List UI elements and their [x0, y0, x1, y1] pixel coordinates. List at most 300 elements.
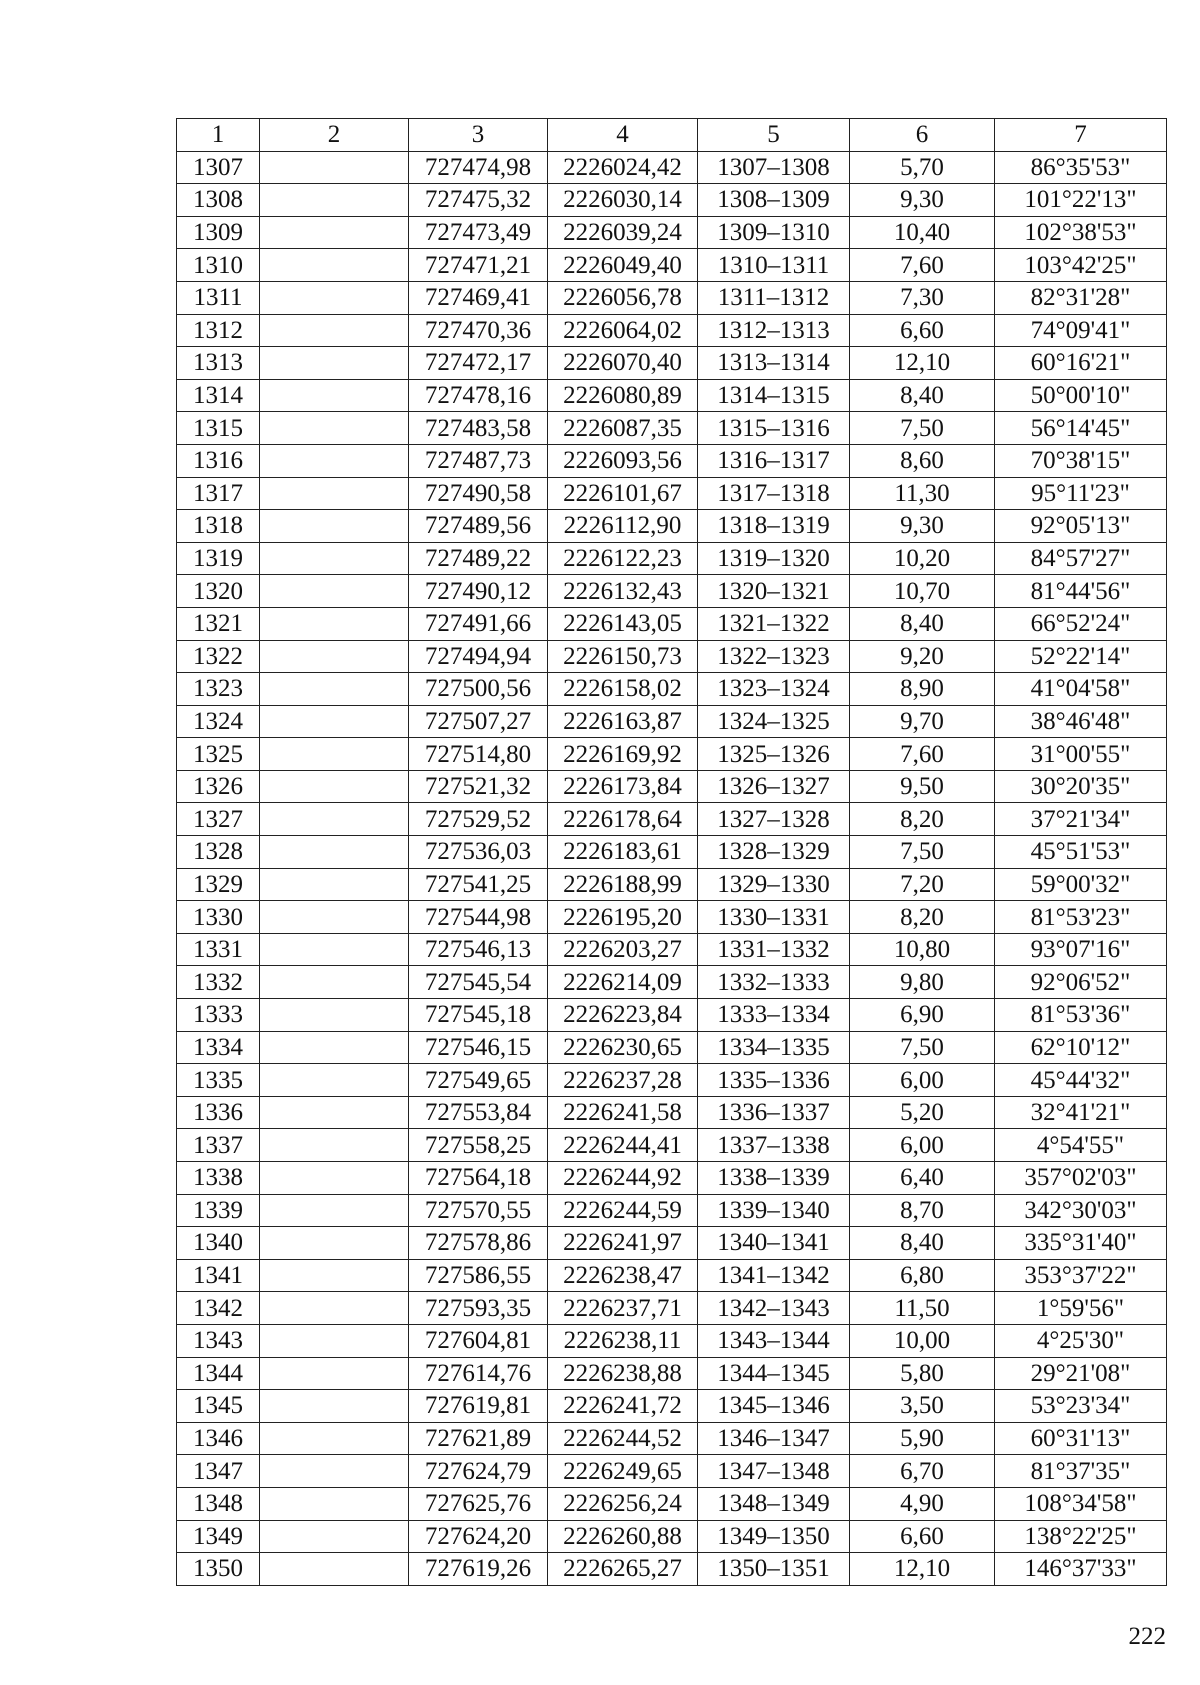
table-cell-col-4: 2226260,88	[548, 1520, 698, 1553]
table-cell-col-4: 2226265,27	[548, 1553, 698, 1586]
table-row	[177, 1390, 1167, 1423]
table-cell-col-6: 7,60	[850, 249, 995, 282]
table-cell-col-1: 1314	[177, 379, 260, 412]
table-cell-col-1: 1313	[177, 347, 260, 380]
table-cell-col-2	[260, 314, 409, 347]
table-row	[177, 1064, 1167, 1097]
table-row	[177, 1455, 1167, 1488]
table-cell-col-2	[260, 738, 409, 771]
table-cell-col-4: 2226030,14	[548, 184, 698, 217]
table-cell-col-3: 727474,98	[409, 151, 548, 184]
table-cell-col-5: 1324–1325	[698, 705, 850, 738]
table-cell-col-1: 1321	[177, 607, 260, 640]
table-cell-col-4: 2226244,92	[548, 1162, 698, 1195]
table-cell-col-2	[260, 1390, 409, 1423]
table-row	[177, 1324, 1167, 1357]
table-cell-col-4: 2226093,56	[548, 444, 698, 477]
table-cell-col-4: 2226223,84	[548, 999, 698, 1032]
table-cell-col-3: 727541,25	[409, 868, 548, 901]
table-cell-col-5: 1313–1314	[698, 347, 850, 380]
table-cell-col-4: 2226024,42	[548, 151, 698, 184]
table-cell-col-4: 2226238,88	[548, 1357, 698, 1390]
table-row	[177, 477, 1167, 510]
table-cell-col-5: 1328–1329	[698, 836, 850, 869]
table-cell-col-6: 8,60	[850, 444, 995, 477]
table-cell-col-7: 357°02'03"	[995, 1162, 1167, 1195]
table-row	[177, 868, 1167, 901]
table-cell-col-1: 1331	[177, 933, 260, 966]
table-cell-col-4: 2226132,43	[548, 575, 698, 608]
table-cell-col-5: 1344–1345	[698, 1357, 850, 1390]
table-cell-col-7: 4°25'30"	[995, 1324, 1167, 1357]
table-cell-col-7: 50°00'10"	[995, 379, 1167, 412]
table-cell-col-2	[260, 999, 409, 1032]
table-row	[177, 444, 1167, 477]
table-cell-col-6: 5,90	[850, 1422, 995, 1455]
table-cell-col-3: 727593,35	[409, 1292, 548, 1325]
table-cell-col-2	[260, 379, 409, 412]
table-cell-col-7: 335°31'40"	[995, 1227, 1167, 1260]
table-cell-col-2	[260, 770, 409, 803]
table-cell-col-4: 2226203,27	[548, 933, 698, 966]
table-cell-col-6: 9,70	[850, 705, 995, 738]
table-cell-col-6: 10,00	[850, 1324, 995, 1357]
page-number: 222	[1128, 1623, 1166, 1650]
table-cell-col-3: 727487,73	[409, 444, 548, 477]
table-cell-col-7: 92°05'13"	[995, 510, 1167, 543]
table-cell-col-6: 6,60	[850, 1520, 995, 1553]
table-cell-col-4: 2226238,11	[548, 1324, 698, 1357]
table-cell-col-5: 1321–1322	[698, 607, 850, 640]
table-cell-col-2	[260, 1096, 409, 1129]
table-cell-col-7: 45°44'32"	[995, 1064, 1167, 1097]
table-cell-col-5: 1348–1349	[698, 1487, 850, 1520]
table-cell-col-3: 727544,98	[409, 901, 548, 934]
table-cell-col-3: 727489,22	[409, 542, 548, 575]
table-cell-col-5: 1338–1339	[698, 1162, 850, 1195]
table-cell-col-5: 1346–1347	[698, 1422, 850, 1455]
table-row	[177, 1520, 1167, 1553]
table-cell-col-1: 1324	[177, 705, 260, 738]
table-cell-col-2	[260, 1292, 409, 1325]
table-row	[177, 933, 1167, 966]
table-cell-col-3: 727546,15	[409, 1031, 548, 1064]
table-cell-col-5: 1350–1351	[698, 1553, 850, 1586]
table-cell-col-1: 1349	[177, 1520, 260, 1553]
table-cell-col-2	[260, 1324, 409, 1357]
coordinates-table	[176, 118, 1167, 1586]
table-cell-col-4: 2226158,02	[548, 673, 698, 706]
table-cell-col-7: 81°37'35"	[995, 1455, 1167, 1488]
table-cell-col-6: 6,80	[850, 1259, 995, 1292]
table-cell-col-7: 101°22'13"	[995, 184, 1167, 217]
table-cell-col-3: 727489,56	[409, 510, 548, 543]
table-cell-col-3: 727473,49	[409, 216, 548, 249]
table-cell-col-5: 1331–1332	[698, 933, 850, 966]
table-cell-col-2	[260, 868, 409, 901]
table-cell-col-4: 2226049,40	[548, 249, 698, 282]
table-row	[177, 1031, 1167, 1064]
table-cell-col-5: 1334–1335	[698, 1031, 850, 1064]
table-cell-col-6: 6,00	[850, 1129, 995, 1162]
table-cell-col-5: 1343–1344	[698, 1324, 850, 1357]
table-cell-col-1: 1333	[177, 999, 260, 1032]
table-cell-col-2	[260, 216, 409, 249]
table-row	[177, 314, 1167, 347]
table-row	[177, 216, 1167, 249]
table-cell-col-7: 52°22'14"	[995, 640, 1167, 673]
table-cell-col-3: 727546,13	[409, 933, 548, 966]
table-cell-col-3: 727570,55	[409, 1194, 548, 1227]
table-cell-col-5: 1341–1342	[698, 1259, 850, 1292]
table-cell-col-6: 8,90	[850, 673, 995, 706]
table-cell-col-6: 8,70	[850, 1194, 995, 1227]
table-cell-col-1: 1309	[177, 216, 260, 249]
table-row	[177, 738, 1167, 771]
table-row	[177, 673, 1167, 706]
table-cell-col-2	[260, 673, 409, 706]
table-cell-col-6: 6,40	[850, 1162, 995, 1195]
table-cell-col-5: 1332–1333	[698, 966, 850, 999]
table-cell-col-7: 86°35'53"	[995, 151, 1167, 184]
header-cell-4: 4	[548, 119, 698, 152]
table-cell-col-5: 1327–1328	[698, 803, 850, 836]
table-cell-col-5: 1336–1337	[698, 1096, 850, 1129]
table-cell-col-7: 146°37'33"	[995, 1553, 1167, 1586]
table-row	[177, 1129, 1167, 1162]
table-cell-col-6: 5,70	[850, 151, 995, 184]
table-row	[177, 1487, 1167, 1520]
table-cell-col-6: 7,50	[850, 1031, 995, 1064]
table-row	[177, 412, 1167, 445]
table-cell-col-3: 727553,84	[409, 1096, 548, 1129]
table-cell-col-2	[260, 1422, 409, 1455]
table-cell-col-1: 1336	[177, 1096, 260, 1129]
table-cell-col-1: 1337	[177, 1129, 260, 1162]
table-cell-col-6: 12,10	[850, 1553, 995, 1586]
table-cell-col-6: 6,90	[850, 999, 995, 1032]
table-cell-col-5: 1347–1348	[698, 1455, 850, 1488]
table-cell-col-6: 9,30	[850, 184, 995, 217]
table-cell-col-4: 2226183,61	[548, 836, 698, 869]
table-header	[177, 119, 1167, 152]
table-cell-col-7: 59°00'32"	[995, 868, 1167, 901]
table-cell-col-3: 727624,20	[409, 1520, 548, 1553]
table-cell-col-1: 1332	[177, 966, 260, 999]
table-cell-col-1: 1346	[177, 1422, 260, 1455]
table-cell-col-1: 1316	[177, 444, 260, 477]
table-cell-col-6: 9,30	[850, 510, 995, 543]
table-cell-col-2	[260, 151, 409, 184]
table-cell-col-6: 5,80	[850, 1357, 995, 1390]
table-cell-col-1: 1344	[177, 1357, 260, 1390]
table-cell-col-6: 5,20	[850, 1096, 995, 1129]
table-cell-col-3: 727621,89	[409, 1422, 548, 1455]
table-cell-col-6: 8,40	[850, 607, 995, 640]
table-cell-col-3: 727521,32	[409, 770, 548, 803]
table-row	[177, 640, 1167, 673]
table-cell-col-7: 37°21'34"	[995, 803, 1167, 836]
table-cell-col-2	[260, 281, 409, 314]
table-row	[177, 510, 1167, 543]
table-cell-col-7: 60°16'21"	[995, 347, 1167, 380]
table-row	[177, 1553, 1167, 1586]
table-cell-col-2	[260, 575, 409, 608]
table-cell-col-1: 1322	[177, 640, 260, 673]
table-cell-col-4: 2226039,24	[548, 216, 698, 249]
table-cell-col-3: 727536,03	[409, 836, 548, 869]
table-cell-col-2	[260, 1031, 409, 1064]
table-row	[177, 542, 1167, 575]
table-cell-col-7: 66°52'24"	[995, 607, 1167, 640]
table-cell-col-3: 727490,58	[409, 477, 548, 510]
table-row	[177, 249, 1167, 282]
table-cell-col-5: 1315–1316	[698, 412, 850, 445]
table-cell-col-1: 1311	[177, 281, 260, 314]
header-cell-6: 6	[850, 119, 995, 152]
table-cell-col-5: 1320–1321	[698, 575, 850, 608]
table-cell-col-7: 81°53'23"	[995, 901, 1167, 934]
table-row	[177, 901, 1167, 934]
table-cell-col-1: 1338	[177, 1162, 260, 1195]
table-cell-col-4: 2226150,73	[548, 640, 698, 673]
table-cell-col-2	[260, 1357, 409, 1390]
table-cell-col-3: 727475,32	[409, 184, 548, 217]
table-cell-col-2	[260, 966, 409, 999]
table-cell-col-4: 2226237,28	[548, 1064, 698, 1097]
table-cell-col-5: 1316–1317	[698, 444, 850, 477]
table-cell-col-1: 1319	[177, 542, 260, 575]
table-cell-col-5: 1342–1343	[698, 1292, 850, 1325]
table-cell-col-3: 727490,12	[409, 575, 548, 608]
table-cell-col-7: 93°07'16"	[995, 933, 1167, 966]
table-cell-col-2	[260, 1162, 409, 1195]
table-cell-col-5: 1317–1318	[698, 477, 850, 510]
table-cell-col-1: 1342	[177, 1292, 260, 1325]
table-cell-col-6: 10,80	[850, 933, 995, 966]
table-cell-col-3: 727491,66	[409, 607, 548, 640]
table-cell-col-5: 1307–1308	[698, 151, 850, 184]
table-cell-col-7: 82°31'28"	[995, 281, 1167, 314]
table-cell-col-2	[260, 803, 409, 836]
table-cell-col-7: 1°59'56"	[995, 1292, 1167, 1325]
table-cell-col-1: 1341	[177, 1259, 260, 1292]
table-row	[177, 1292, 1167, 1325]
table-cell-col-7: 95°11'23"	[995, 477, 1167, 510]
header-cell-5: 5	[698, 119, 850, 152]
table-cell-col-7: 81°44'56"	[995, 575, 1167, 608]
table-cell-col-6: 7,50	[850, 836, 995, 869]
table-cell-col-2	[260, 640, 409, 673]
table-cell-col-1: 1317	[177, 477, 260, 510]
table-cell-col-5: 1325–1326	[698, 738, 850, 771]
table-cell-col-4: 2226112,90	[548, 510, 698, 543]
table-cell-col-4: 2226122,23	[548, 542, 698, 575]
table-cell-col-5: 1326–1327	[698, 770, 850, 803]
table-row	[177, 1194, 1167, 1227]
table-cell-col-4: 2226101,67	[548, 477, 698, 510]
table-cell-col-3: 727500,56	[409, 673, 548, 706]
table-body	[177, 151, 1167, 1585]
table-cell-col-3: 727545,54	[409, 966, 548, 999]
table-cell-col-4: 2226238,47	[548, 1259, 698, 1292]
table-cell-col-5: 1330–1331	[698, 901, 850, 934]
table-cell-col-2	[260, 1553, 409, 1586]
table-cell-col-6: 9,80	[850, 966, 995, 999]
table-cell-col-4: 2226178,64	[548, 803, 698, 836]
table-row	[177, 966, 1167, 999]
table-row	[177, 1096, 1167, 1129]
table-cell-col-4: 2226241,58	[548, 1096, 698, 1129]
table-cell-col-1: 1348	[177, 1487, 260, 1520]
table-cell-col-6: 10,20	[850, 542, 995, 575]
table-cell-col-4: 2226163,87	[548, 705, 698, 738]
table-row	[177, 1227, 1167, 1260]
table-row	[177, 575, 1167, 608]
table-cell-col-7: 62°10'12"	[995, 1031, 1167, 1064]
table-cell-col-3: 727619,81	[409, 1390, 548, 1423]
table-cell-col-7: 38°46'48"	[995, 705, 1167, 738]
table-cell-col-3: 727624,79	[409, 1455, 548, 1488]
table-cell-col-5: 1333–1334	[698, 999, 850, 1032]
table-row	[177, 281, 1167, 314]
table-row	[177, 1259, 1167, 1292]
table-cell-col-7: 45°51'53"	[995, 836, 1167, 869]
header-row	[177, 119, 1167, 152]
table-cell-col-1: 1330	[177, 901, 260, 934]
table-cell-col-2	[260, 1259, 409, 1292]
table-cell-col-7: 70°38'15"	[995, 444, 1167, 477]
table-cell-col-7: 103°42'25"	[995, 249, 1167, 282]
table-cell-col-6: 7,50	[850, 412, 995, 445]
table-cell-col-1: 1328	[177, 836, 260, 869]
table-cell-col-6: 6,00	[850, 1064, 995, 1097]
table-cell-col-4: 2226070,40	[548, 347, 698, 380]
table-cell-col-3: 727472,17	[409, 347, 548, 380]
table-cell-col-1: 1325	[177, 738, 260, 771]
table-cell-col-7: 108°34'58"	[995, 1487, 1167, 1520]
table-row	[177, 379, 1167, 412]
table-cell-col-6: 12,10	[850, 347, 995, 380]
table-cell-col-2	[260, 477, 409, 510]
table-cell-col-3: 727478,16	[409, 379, 548, 412]
table-cell-col-4: 2226241,97	[548, 1227, 698, 1260]
table-cell-col-1: 1310	[177, 249, 260, 282]
table-row	[177, 1422, 1167, 1455]
table-cell-col-1: 1307	[177, 151, 260, 184]
table-cell-col-7: 353°37'22"	[995, 1259, 1167, 1292]
table-cell-col-6: 8,20	[850, 901, 995, 934]
table-cell-col-7: 30°20'35"	[995, 770, 1167, 803]
table-cell-col-2	[260, 607, 409, 640]
table-cell-col-4: 2226244,59	[548, 1194, 698, 1227]
table-cell-col-1: 1318	[177, 510, 260, 543]
table-cell-col-4: 2226214,09	[548, 966, 698, 999]
table-cell-col-4: 2226173,84	[548, 770, 698, 803]
table-cell-col-1: 1334	[177, 1031, 260, 1064]
table-cell-col-7: 102°38'53"	[995, 216, 1167, 249]
table-cell-col-5: 1329–1330	[698, 868, 850, 901]
table-cell-col-2	[260, 1520, 409, 1553]
table-cell-col-5: 1311–1312	[698, 281, 850, 314]
table-cell-col-1: 1329	[177, 868, 260, 901]
table-cell-col-2	[260, 1129, 409, 1162]
table-cell-col-2	[260, 1064, 409, 1097]
table-cell-col-6: 11,30	[850, 477, 995, 510]
table-cell-col-6: 10,40	[850, 216, 995, 249]
table-cell-col-7: 84°57'27"	[995, 542, 1167, 575]
table-cell-col-6: 9,20	[850, 640, 995, 673]
table-cell-col-2	[260, 347, 409, 380]
table-cell-col-2	[260, 1227, 409, 1260]
table-cell-col-2	[260, 412, 409, 445]
table-cell-col-2	[260, 249, 409, 282]
table-cell-col-5: 1314–1315	[698, 379, 850, 412]
header-cell-2: 2	[260, 119, 409, 152]
table-cell-col-2	[260, 542, 409, 575]
table-row	[177, 770, 1167, 803]
table-cell-col-7: 81°53'36"	[995, 999, 1167, 1032]
table-cell-col-5: 1323–1324	[698, 673, 850, 706]
table-cell-col-2	[260, 705, 409, 738]
table-cell-col-5: 1335–1336	[698, 1064, 850, 1097]
table-cell-col-5: 1322–1323	[698, 640, 850, 673]
table-cell-col-4: 2226188,99	[548, 868, 698, 901]
table-cell-col-3: 727614,76	[409, 1357, 548, 1390]
table-cell-col-5: 1309–1310	[698, 216, 850, 249]
table-cell-col-1: 1345	[177, 1390, 260, 1423]
table-cell-col-4: 2226056,78	[548, 281, 698, 314]
table-cell-col-5: 1308–1309	[698, 184, 850, 217]
table-cell-col-5: 1312–1313	[698, 314, 850, 347]
table-cell-col-1: 1320	[177, 575, 260, 608]
table-cell-col-6: 3,50	[850, 1390, 995, 1423]
table-cell-col-3: 727507,27	[409, 705, 548, 738]
table-cell-col-3: 727471,21	[409, 249, 548, 282]
table-cell-col-4: 2226244,52	[548, 1422, 698, 1455]
table-cell-col-6: 7,60	[850, 738, 995, 771]
table-row	[177, 705, 1167, 738]
table-cell-col-5: 1319–1320	[698, 542, 850, 575]
table-cell-col-1: 1326	[177, 770, 260, 803]
table-cell-col-6: 6,60	[850, 314, 995, 347]
table-cell-col-3: 727514,80	[409, 738, 548, 771]
table-row	[177, 1357, 1167, 1390]
table-cell-col-4: 2226256,24	[548, 1487, 698, 1520]
table-cell-col-7: 53°23'34"	[995, 1390, 1167, 1423]
header-cell-3: 3	[409, 119, 548, 152]
table-cell-col-6: 9,50	[850, 770, 995, 803]
table-cell-col-2	[260, 933, 409, 966]
table-cell-col-4: 2226241,72	[548, 1390, 698, 1423]
table-cell-col-1: 1343	[177, 1324, 260, 1357]
table-cell-col-4: 2226249,65	[548, 1455, 698, 1488]
table-cell-col-5: 1345–1346	[698, 1390, 850, 1423]
table-cell-col-3: 727564,18	[409, 1162, 548, 1195]
table-cell-col-1: 1327	[177, 803, 260, 836]
table-cell-col-7: 31°00'55"	[995, 738, 1167, 771]
table-cell-col-7: 138°22'25"	[995, 1520, 1167, 1553]
table-cell-col-3: 727549,65	[409, 1064, 548, 1097]
table-cell-col-4: 2226195,20	[548, 901, 698, 934]
table-cell-col-7: 92°06'52"	[995, 966, 1167, 999]
table-cell-col-4: 2226087,35	[548, 412, 698, 445]
header-cell-1: 1	[177, 119, 260, 152]
table-row	[177, 836, 1167, 869]
table-cell-col-1: 1340	[177, 1227, 260, 1260]
table-row	[177, 184, 1167, 217]
table-cell-col-7: 56°14'45"	[995, 412, 1167, 445]
